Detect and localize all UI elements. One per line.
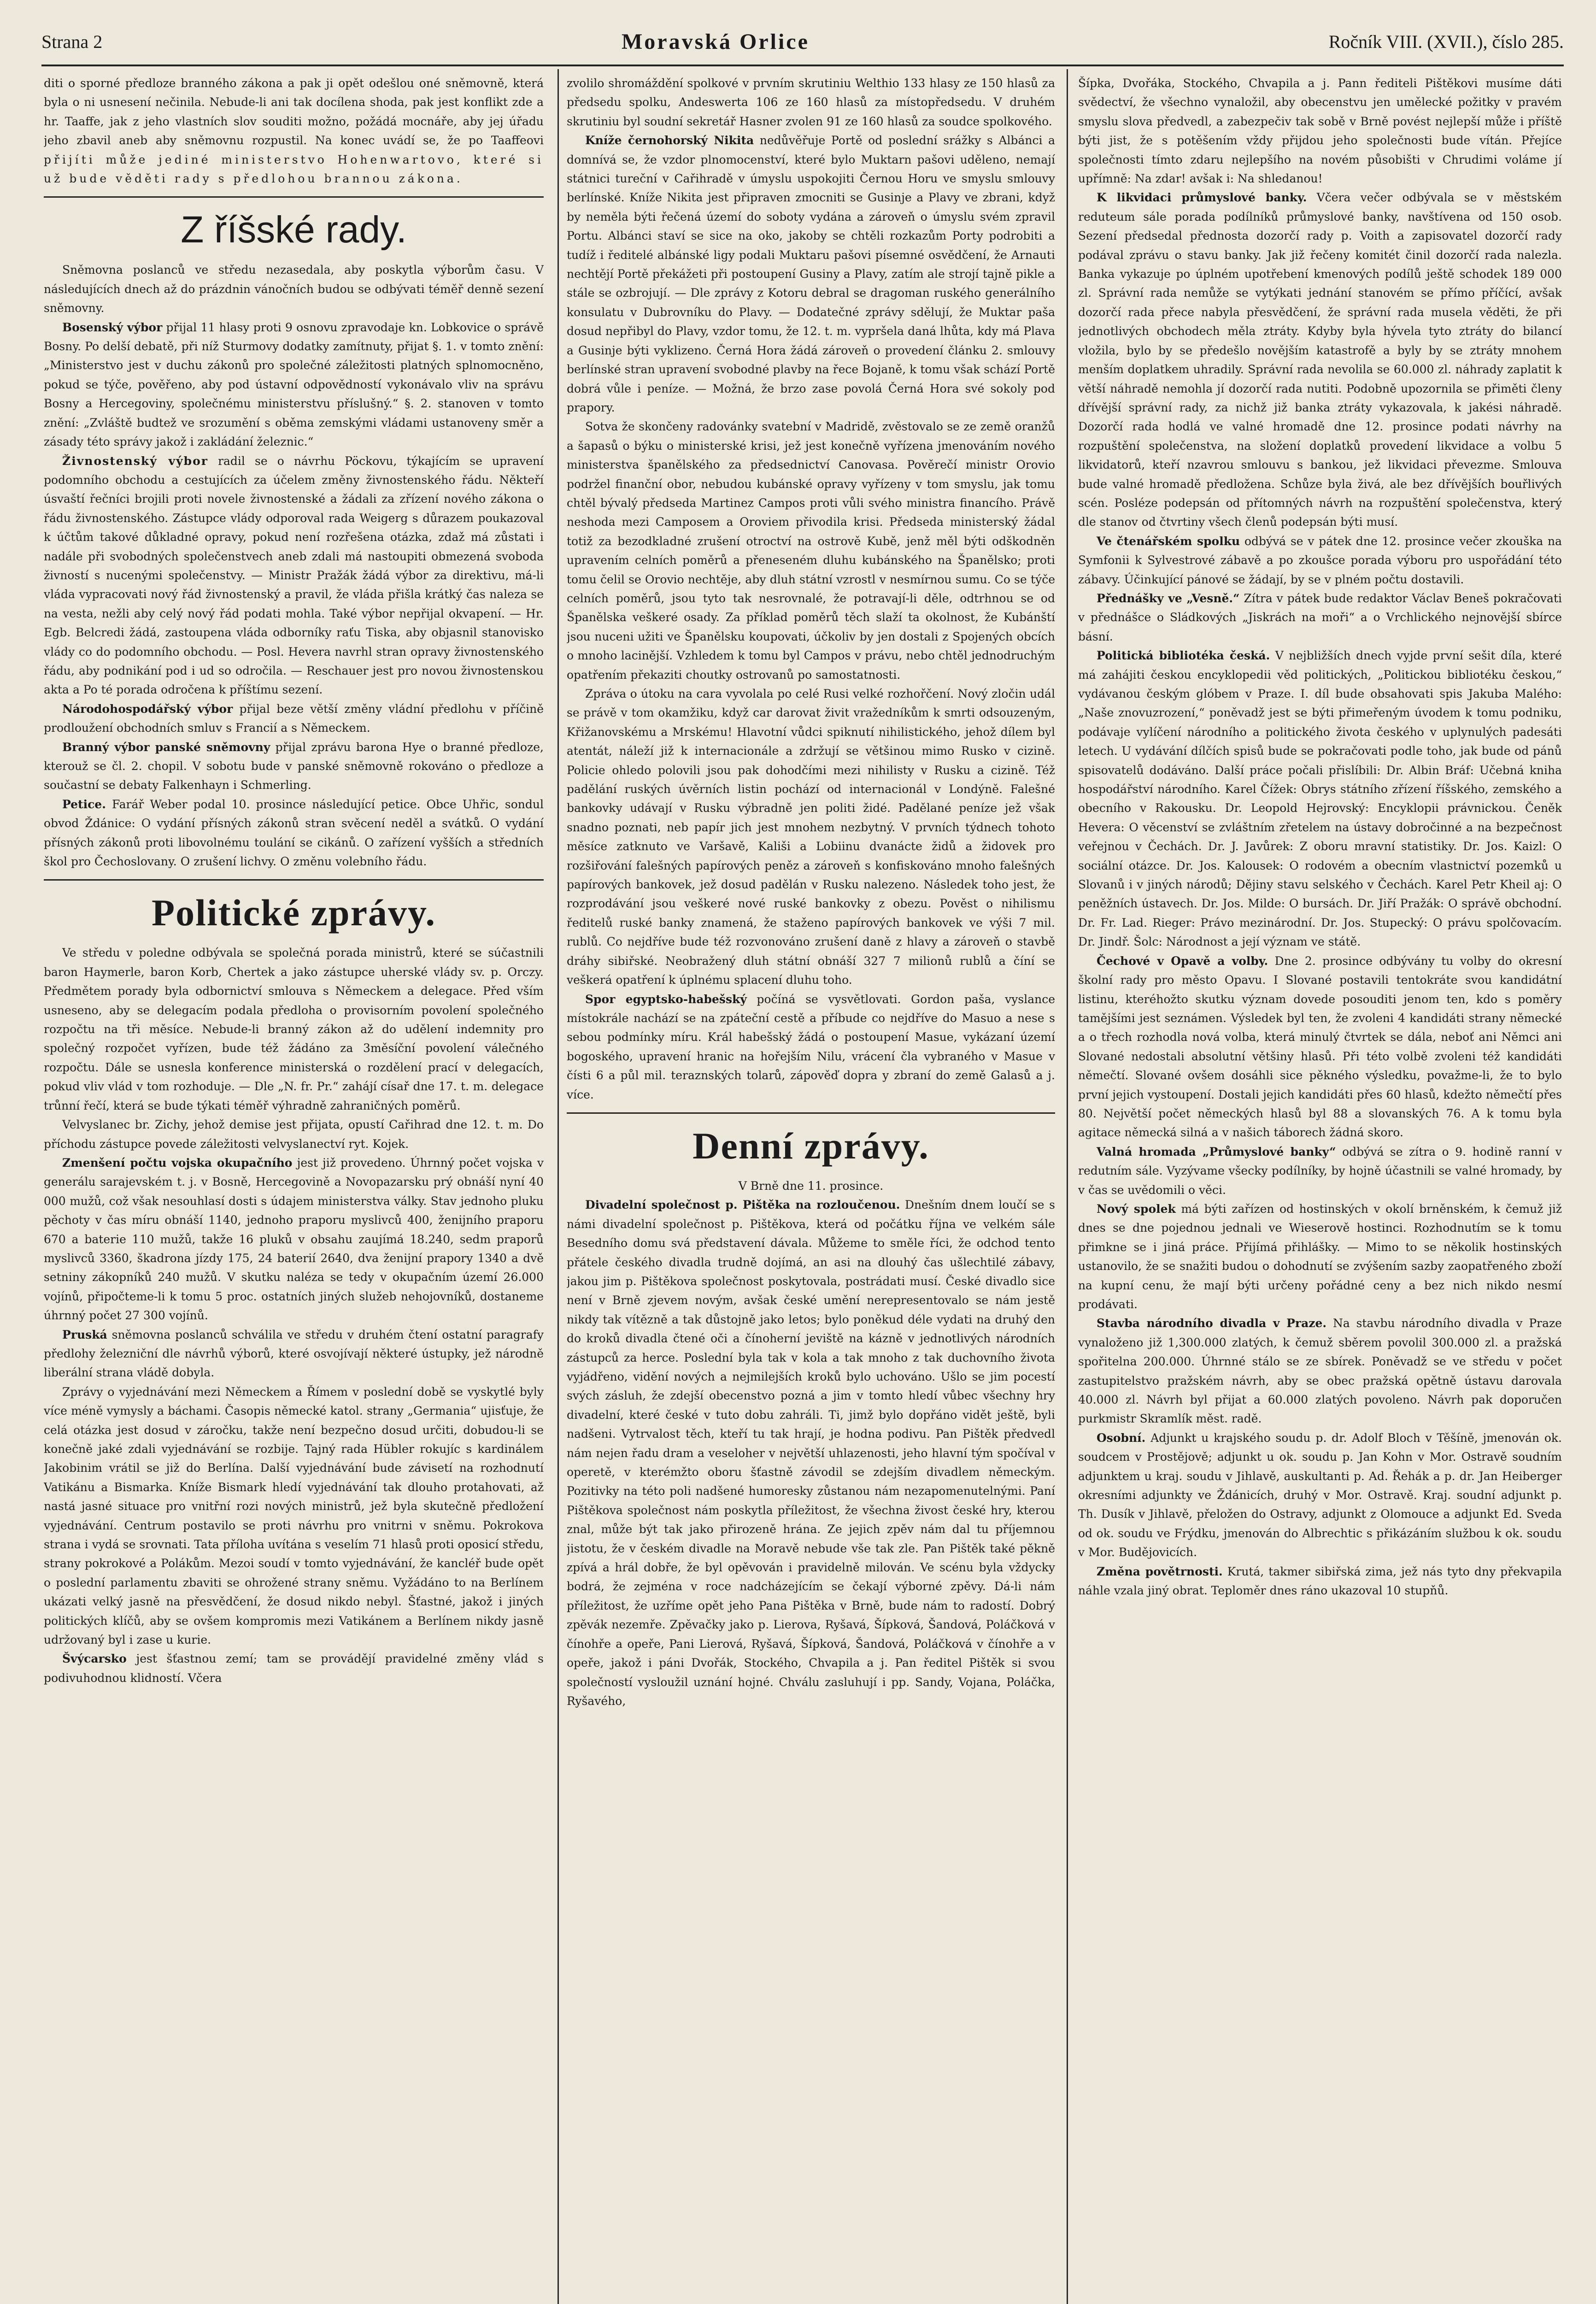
article-spor: Spor egyptsko-habešský počíná se vysvětlovati. Gordon paša, vyslance místokrále nachází se na zpáteční cestě a příbude co nejdříve do Masuo a nese s sebou podmínky míru. Král habešský žádá o postoupení Masue, vykázaní území bogoského, upravení hranic na hořejším Nilu, vrácení čla vybraného v Masue v čísti 6 a půl mil. teraznských tolarů, zápověď dopra y zbraní do země Galasů a j. více.: [567, 992, 1055, 1101]
article-prednasky: Přednášky ve „Vesně.“ Zítra v pátek bude redaktor Václav Beneš pokračovati v přednášce o Sládkových „Jiskrách na moři“ a o Vrchlického nejnovější sbírce básní.: [1078, 591, 1562, 643]
article-text: zvolilo shromáždění spolkové v prvním skrutiniu Welthio 133 hlasy ze 150 hlasů za předsedu spolku, Andeswerta 106 ze 160 hlasů za místopředsedu. V druhém skrutiniu byl soudní sekretář Hasner zvolen 91 ze 160 hlasů za soudce spolkového.: [567, 76, 1055, 128]
article-text: Sněmovna poslanců ve středu nezasedala, aby poskytla výborům času. V následujících dnech až do prázdnin vánočních budou se odbývati téměř denně sezení sněmovny.: [44, 263, 544, 315]
article-text: diti o sporné předloze branného zákona a pak ji opět odešlou oné sněmovně, která byla o ni usnesení nečinila. Nebude-li ani tak docílena shoda, pak jest konflikt zde a hr. Taaffe, jak z jeho vlastních slov souditi možno, požádá mocnáře, aby jej úřadu jeho zbavil aneb aby sněmovnu rozpustil. Na konec uvádí se, že po Taaffeovi přijíti může jediné ministerstvo Hohenwartovo, které si už bude věděti rady s předlohou brannou zákona.: [44, 76, 544, 186]
column-rule: [557, 69, 559, 2304]
column-3: [1078, 74, 1562, 2304]
article-narodo: Národohospodářský výbor přijal beze větší změny vládní předlohu v příčině prodloužení obchodních smluv s Francií a s Německem.: [44, 702, 544, 735]
divider: [44, 196, 544, 198]
article-text: Zprávy o vyjednávání mezi Německem a Římem v poslední době se vyskytlé byly více méně vymysly a báchami. Časopis německé katol. strany „Germania“ ujisťuje, že celá otázka jest dosud v záročku, takže není bezpečno dosud určiti, dobudou-li se konečně jaké zdali vyjednávání se rozbije. Tajný rada Hübler rokujíc s kardinálem Jakobinim vrátil se již do Berlína. Další vyjednávání bude závisetí na rozhodnutí Vatikánu a Bismarka. Kníže Bismark hledí vyjednávání tak dlouho protahovati, až nastá jasné situace pro vnitřní rozi nových ministrů, jež byla skutečně předložení vyjednávání. Centrum postavilo se proti návrhu pro vnitrni v sněmu. Pokrokova strana i vydá se srovnati. Tata příloha uvítána s veselím 71 hlasů proti oposicí středu, strany pokrokové a Polákům. Mezoi soudí v tomto vyjednávání, že kancléř bude opět o poslední parlamentu zbaviti se ohrožené strany sněmu. Vyžádáno to na Berlínem ukázati velký jasně na přesvědčení, že dosud nikdo nebyl. Šťastné, jakož i jiných politických klíčů, aby se ovšem kompromis mezi Vatikánem a Berlínem nikdy jasně udržovaný byl i zase u kurie.: [44, 1385, 544, 1647]
column-2: [567, 74, 1055, 2304]
masthead-title: Moravská Orlice: [622, 29, 810, 54]
article-petice: Petice. Farář Weber podal 10. prosince následující petice. Obce Uhřic, sondul obvod Ždánice: O vydání přísných zákonů stran svěcení neděl a svátků. O vydání přísných zákonů proti libovolnému toulání se cikánů. O zařízení vyšších a středních škol pro Čechoslovany. O zrušení lichvy. O změnu volebního řádu.: [44, 797, 544, 869]
article-text: Zpráva o útoku na cara vyvolala po celé Rusi velké rozhořčení. Nový zločin udál se právě v tom okamžiku, když car darovat živit vražedníkům k smrti odsouzeným, Křižanovskému a Mrskému! Hlavotní vůdci spiknutí nihilistického, jehož dílem byl atentát, náleží již k internacionále a zdržují se většinou mimo Rusko v cizině. Policie ohledo polovili jsou pak dohodčími mezi nihilisty v Rusku a cizině. Též padělání ruských úvěrních listin pochází od internacionál v Londýně. Falešné bankovky udávají v Rusku výbradně jen politi židé. Padělané peníze jež však snadno poznati, neb papír jich jest mnohem nezbytný. V prvních týdnech tohoto měsíce zatknuto ve Varšavě, Kališi a Lobiinu dvanácte židů a židovek pro rozšiřování falešných papírových peněz a zároveň s konfiskováno mnoho falešných papírových bankovek, jež dosud padělán v Rusku nalezeno. Následek toho jest, že rozprodávání jsou veškeré nové ruské bankovky z obezu. Pověst o nihilismu ředitelů ruské banky znamená, že staženo papírových bankovek ve výši 7 mil. rublů. Co nejdříve bude též rozvonováno zrušení daně z hlavy a zároveň o stavbě dráhy sibiřské. Neobražený dluh státní obnáší 327 7 milionů rublů a číní se veškerá opatření k úplnému splacení dluhu toho.: [567, 687, 1055, 987]
article-svycarsko: Švýcarsko jest šťastnou zemí; tam se provádějí pravidelné změny vlád s podivuhodnou klidností. Včera: [44, 1652, 544, 1685]
article-divadelni: Divadelní společnost p. Pištěka na rozloučenou. Dnešním dnem loučí se s námi divadelní společnost p. Pištěkova, která od počátku října ve velkém sále Besedního domu svá představení dávala. Můžeme to směle říci, že odchod tento přátele českého divadla trudně dojímá, an asi na dlouhý čas ušlechtilé zábavy, jakou jim p. Pištěkova společnost poskytovala, postrádati musí. České divadlo sice není v Brně zjevem novým, avšak české umění nerepresentovalo se nám jestě nikdy tak vítězně a tak důstojně jako letos; bylo poněkud déle vydati na druhý den do kroků divadla čtené oči a čínoherní jeviště na kázně v jednotlivých národních zástupců za herce. Poslední byla tak v kola a tak mnoho z tak duchovního života vyjádřeno, vidění nových a nejmilejších kroků bylo uchováno. Ušlo se jim pocestí svých zásluh, že zdejší obecenstvo pozná a jim v tomto hledí vůbec všechny hry divadelní, které české v tuto dobu zahráli. Ti, jimž bylo dopřáno vidět ještě, byli nadšeni. Vytrvalost těch, kteří tu tak hrají, je hodna podivu. Pan Pištěk předvedl nám nejen řadu dram a veseloher v největší uhlazenosti, jeho hlavní tým spočíval v operetě, v kterémžto oboru šťastně závodil se zdejším divadlem německým. Pozitivky na této poli nadšené humoresky zůstanou nám nezapomenutelnými. Paní Pištěkova společnost nám poskytla příležitost, že všechna živost české hry, kterou znal, může být tak jako přirozeně hrána. Ze jejich zpěv nám dal tu příjemnou jistotu, že v českém divadle na Moravě nebude vše tak zle. Pan Pištěk také pěkně zpívá a hrál dobře, že byl opěvován i pravidelně milován. Ve scénu byla vždycky bodrá, že zejména v roce nadcházejícím se čekají výborné zpěvy. Dá-li nám příležitost, že uzříme opět jeho Pana Pištěka v Brně, bude nám to radostí. Dobrý zpěvák nezemře. Zpěvačky jako p. Lierova, Ryšavá, Šípková, Šandová, Poláčková v čínohře a opeře, Pani Lierová, Ryšavá, Šípková, Šandová, Poláčková v čínohře a v opeře, jakož i páni Dvořák, Stockého, Chvapila a j. Pan ředitel Pištěk si svou společností vysloužil uznání hojné. Chválu zasluhují i pp. Sandy, Vojana, Poláčka, Ryšavého,: [567, 1198, 1055, 1708]
article-nikita: Kníže černohorský Nikita nedůvěřuje Portě od poslední srážky s Albánci a domnívá se, že vzdor plnomocenství, které bylo Muktarn pašovi uděleno, nemají státnici tureční v Cařihradě v úmyslu uspokojiti Černou Horu ve smyslu smlouvy berlínské. Kníže Nikita jest připraven zmocniti se Gusinje a Plavy ve zbrani, když by neměla býti řečená území do soboty vydána a zároveň o úmyslu svém zpravil Portu. Albánci staví se sice na oko, jakoby se chtěli rozkazům Porty podrobiti a tudíž i ředitelé albánské ligy podali Muktaru pašovi písemné osvědčení, že Arnauti nechtějí Portě překážeti při postoupení Gusiny a Plavy, zatím ale strojí tajně pikle a stále se ozbrojují. — Dle zprávy z Kotoru debral se dragoman ruského generálního konsulatu v Dubrovníku do Plavy. — Dodatečné zprávy sdělují, že Muktar paša dosud nepřibyl do Plavy, vzdor tomu, že 12. t. m. vypršela daná lhůta, kdy má Plava a Gusinje býti vyklizeno. Černá Hora žádá zároveň o provedení článku 2. smlouvy berlínské stran upravení svobodné plavby na řece Bojaně, k tomu však schází Portě dobrá vůle i peníze. — Možná, že brzo zase povolá Černá Hora své sokoly pod prapory.: [567, 134, 1055, 414]
divider: [567, 1112, 1055, 1114]
article-novy: Nový spolek má býti zařízen od hostinských v okolí brněnském, k čemuž již dnes se dne pojednou jednali ve Wieserově hostinci. Rozhodnutím se k tomu přimkne se i jiná práce. Přijímá přihlášky. — Mimo to se několik hostinských ustanovilo, že se snažiti budou o dohodnutí se zvýšením sazby zaopatřeného zboží na kupní cenu, že mají býti určeny pořádné ceny a bez nich nikdo nesmí prodávati.: [1078, 1202, 1562, 1311]
dateline: V Brně dne 11. prosince.: [738, 1179, 884, 1193]
section-title-politicke: Politické zprávy.: [151, 892, 436, 934]
article-zmenseni: Zmenšení počtu vojska okupačního jest již provedeno. Úhrnný počet vojska v generálu sarajevském t. j. v Bosně, Hercegovině a Novopazarsku prý obnáší nyní 40 000 mužů, což však nesouhlasí dosti s údajem ministerstva války. Stav jednoho pluku pěchoty v čas míru obnáší 1140, jednoho praporu myslivců 400, ženijního praporu 670 a baterie 110 mužů, takže 16 pluků v obsahu zaujímá 18.240, sedm praporů myslivců 3360, škadrona jízdy 175, 24 baterií 2640, dva ženijní prapory 1340 a dvě setniny zákopníků 240 mužů. V skutku naléza se tedy v okupačním území 26.000 vojínů, připočteme-li k tomu 5 proc. ostatních jiných služeb nehojovníků, dostaneme úhrnný počet 27 300 vojínů.: [44, 1156, 544, 1322]
section-title-denni: Denní zprávy.: [692, 1124, 929, 1167]
page-header: [41, 18, 1564, 66]
article-bosensky: Bosenský výbor přijal 11 hlasy proti 9 osnovu zpravodaje kn. Lobkovice o správě Bosny. Po delší debatě, při níž Sturmovy dodatky zamítnuty, přijat §. 1. v tomto znění: „Ministerstvo jest v duchu zákonů pro společné záležitosti platných splnomocněno, pokud se týče, pověřeno, aby pod ústavní odpovědností vykonávalo vliv na správu Bosny a Hercegoviny, společnému ministerstvu příslušný.“ §. 2. stanoven v tomto znění: „Zvláště budtež ve srozumění s oběma zemskými vládami ustanoveny směr a zásady této správy jakož i zakládání železnic.“: [44, 320, 544, 449]
article-politicka: Politická bibliotéka česká. V nejbližších dnech vyjde první sešit díla, které má zahájiti českou encyklopedii věd politických, „Politickou bibliotéku českou,“ vydávanou českým glóbem v Praze. I. díl bude obsahovati spis Jakuba Malého: „Naše znovuzrození,“ poněvadž jest se býti přimeřeným úvodem k tomu podniku, podávaje vylíčení národního a politického života českého v uplynulých padesáti letech. U vydávání dílčích spisů bude se pokračovati podle toho, jak bude od pánů spisovatelů dodáváno. Další práce počali přislíbili: Dr. Albin Bráf: Učebná kniha hospodářství národního. Karel Čížek: Obrys státního zřízení říšského, zemského a obecního v Rakousku. Dr. Leopold Hejrovský: Encyklopii právnickou. Čeněk Hevera: O věcenství se zvláštním zřetelem na ústavy dobročinné a na bezpečnost veřejnou v Čechách. Dr. J. Javůrek: Z oboru mravní statistiky. Dr. Jos. Kaizl: O sociální otázce. Dr. Jos. Kalousek: O rodovém a obecním vlastnictví pozemků u Slovanů i v jiných národů; Dějiny stavu selského v Čechách. Karel Petr Kheil aj: O peněžních ústavech. Dr. Jos. Milde: O bursách. Dr. Jiří Pražák: O správě obchodní. Dr. Fr. Lad. Rieger: Právo mezinárodní. Dr. Jos. Stupecký: O právu spolčovacím. Dr. Jindř. Šolc: Národnost a její význam ve státě.: [1078, 649, 1562, 949]
column-rule: [1067, 69, 1068, 2304]
article-text: Ve středu v poledne odbývala se společná porada ministrů, které se súčastnili baron Haymerle, baron Korb, Chertek a jako zástupce uherské vlády sv. p. Orczy. Předmětem porady byla odbornictví smlouva s Německem a delegace. Před vším usneseno, aby se delegacím podala předloha o provisorním povolení společného rozpočtu na tři měsíce. Nebude-li branný zákon až do udělení indemnity pro společný rozpočet vyřízen, bude též žádáno za 3měsíční povolení válečného rozpočtu. Dále se usnesla konference ministerská o rozdělení prací v delegacích, pokud vliv vlád v tom rozhoduje. — Dle „N. fr. Pr.“ zahájí císař dne 17. t. m. delegace trůnní řečí, která se bude týkati téměř výhradně zahraničných poměrů.: [44, 946, 544, 1112]
article-text: Šípka, Dvořáka, Stockého, Chvapila a j. Pann řediteli Pištěkovi musíme dáti svědectví, že všechno vynaložil, aby obecenstvu jen umělecké požitky v pravém smyslu slova předvedl, a zabezpečiv tak sobě v Brně povést nejlepší může i příště býti jist, že s potěšením vždy přijdou jeho společnosti bude vítán. Přejíce společnosti tímto zdaru nejlepšího na novém působišti v Chrudimi voláme jí upřímně: Na zdar! avšak i: Na shledanou!: [1078, 76, 1562, 186]
article-zmena: Změna povětrnosti. Krutá, takmer sibiřská zima, jež nás tyto dny překvapila náhle vzala jiný obrat. Teploměr dnes ráno ukazoval 10 stupňů.: [1078, 1564, 1562, 1598]
page-number: Strana 2: [41, 31, 103, 52]
article-likvidace: K likvidaci průmyslové banky. Včera večer odbývala se v městském reduteum sále porada podílníků průmyslové banky, navštívena od 150 osob. Sezení předsedal přednosta dozorčí rady p. Voith a zapisovatel dozorčí rady podával zprávu o stavu banky. Jak již řečeny komitét činil dozorčí rada nalezla. Banka vykazuje po úplném upotřebení kmenových podílů ještě schodek 189 000 zl. Správní rada nemůže se vytýkati jednání stanovém se přímo příčící, avšak dozorčí rada přece nabyla přesvědčení, že správní rada musela věděti, že při jednotlivých obchodech měla ztráty. Kdyby byla hývela tyto ztráty do bilancí vložila, bylo by se předešlo novějším katastrofě a byly by se ztráty mnohem menším doplatkem uhradily. Správní rada nevolila se 60.000 zl. náhrady zaplatit k větší náhradě nemohla jí dozorčí rada nutiti. Podobně upozornila se přiměti členy dřívější správní rady, za nichž již banka ztráty vykazovala, k jakési náhradě. Dozorčí rada hodlá ve valné hromadě dne 12. prosince podati návrhy na rozpuštění společenstva, na složení doplatků provedení likvidace a volbu 5 likvidatorů, kteří nzavrou smlouvu s bankou, jež likvidaci převezme. Smlouva bude valné hromadě předložena. Schůze byla živá, ale bez dřívějších bouřlivých scén. Posléze podepsán od přítomných návrh na rozpuštění společenstva, který dle stanov od čtvrtiny všech členů podepsán býti musí.: [1078, 191, 1562, 529]
article-stavba: Stavba národního divadla v Praze. Na stavbu národního divadla v Praze vynaloženo již 1,300.000 zlatých, k čemuž sběrem povolil 300.000 zl. a pražská spořitelna 200.000. Úhrnné stálo se ze sbírek. Poněvadž se ve středu v počet zastupitelstvo pražském návrh, aby se obec pražská opětně ústavu darovala 40.000 zl. Návrh byl přijat a 60.000 zlatých povoleno. Návrh pak doporučen purkmistr Skramlík měst. radě.: [1078, 1317, 1562, 1426]
article-cechove: Čechové v Opavě a volby. Dne 2. prosince odbývány tu volby do okresní školní rady pro město Opavu. I Slované postavili tentokráte svou kandidátní listinu, kteréhožto skutku význam dovede posouditi jenom ten, kdo s poměry tamějšími jest seznámen. Výsledek byl ten, že zvoleni 4 kandidáti strany německé a o třech rozhodla nová volba, která minulý čtvrtek se dála, neboť ani Němci ani Slované nedostali absolutní většiny hlasů. Při této volbě zvoleni též kandidáti němečtí. Slované ovšem dosáhli sice pěkného výsledku, považme-li, že to bylo první jejich vystoupení. Dostali jejich kandidáti přes 60 hlasů, kdežto němečtí přes 80. Největší počet německých hlasů byl 88 a slovanských 76. A k tomu byla agitace německá silná a v našich táborech žádná skoro.: [1078, 954, 1562, 1140]
issue-info: Ročník VIII. (XVII.), číslo 285.: [1328, 31, 1564, 52]
article-pruska: Pruská sněmovna poslanců schválila ve středu v druhém čtení ostatní paragrafy předlohy železniční dle návrhů výborů, které osvojívají některé ústupky, jež národně liberální strana vládě dobyla.: [44, 1328, 544, 1380]
section-title-rady: Z říšské rady.: [181, 209, 407, 251]
article-branny: Branný výbor panské sněmovny přijal zprávu barona Hye o branné předloze, kterouž se čl. 2. chopil. V sobotu bude v panské sněmovně rokováno o předloze a součastní se debaty Falkenhayn i Schmerling.: [44, 740, 544, 792]
article-text: Velvyslanec br. Zichy, jehož demise jest přijata, opustí Cařihrad dne 12. t. m. Do příchodu zástupce povede záležitosti velvyslanectví ryt. Kojek.: [44, 1118, 544, 1151]
divider: [44, 879, 544, 881]
article-text: Sotva že skončeny radovánky svatební v Madridě, zvěstovalo se ze země oranžů a šapasů o býku o ministerské krisi, jež jest konečně vyřízena jmenováním nového ministerstva španělského za předsednictví Canovasa. Pověrečí ministr Orovio podržel finanční obor, nebudou kubánské opravy vyřízeny v tom smyslu, jak tomu chtěl bývalý předseda Martinez Campos proti vůli svého ministra financího. Právě neshoda mezi Camposem a Oroviem přivodila krisi. Předseda ministerský žádal totiž za bezodkladné zrušení otroctví na ostrově Kubě, jenž měl býti odškodněn upravením celních poměrů a přeneseném dluhu kubánského na Španělsko; proti tomu čelil se Orovio nechtěje, aby dluh státní vzrostl v nesmírnou sumu. Co se týče celních poměrů, jsou tyto tak nesrovnalé, že potravají-li děle, odtrhnou se od Španělska veškeré osady. Za příklad poměrů těch slaží ta okolnost, že Kubánští jsou nuceni užiti ve Španělsku koupovati, účkoliv by jen dostali z Spojených obcích o mnoho lacinější. Vzhledem k tomu byl Campos v právu, nebo chtěl jednodruchým opatřením překaziti choutky ostrovanů po samostatnosti.: [567, 420, 1055, 682]
article-zivnost: Živnostenský výbor radil se o návrhu Pöckovu, týkajícím se upravení podomního obchodu a cestujících za účelem změny živnostenského řádu. Někteří úsvaští řečníci brojili proti novele živnostenské a žádali za zřízení nového zákona o řádu živnostenského. Zástupce vlády odporoval rada Weigerg s důrazem poukazoval k účtům takové důkladné opravy, pokud není rozřešena otázka, zdaž má zůstati i nadále při svobodných společenstvech aneb zdali má nastoupiti obmezená svoboda živností s nucenými společenstvy. — Ministr Pražák žádá výbor za direktivu, má-li vláda vypracovati nový řád živnostenský a pravil, že vláda přišla krátký čas naleza se na vesta, nežli aby celý nový řád podati mohla. Také výbor nepřijal okvapení. — Hr. Egb. Belcredi žádá, zastoupena vláda odborníky raťu Tiska, aby objasnil stanovisko vlády co do podomního obchodu. — Posl. Hevera navrhl stran opravy živnostenského řádu, aby podnikání pod i ud so odročila. — Reschauer jest pro novou živnostenskou akta a Po té porada odročena k příštímu sezení.: [44, 454, 544, 697]
article-osobni: Osobní. Adjunkt u krajského soudu p. dr. Adolf Bloch v Těšíně, jmenován ok. soudcem v Prostějově; adjunkt u ok. soudu p. Jan Kohn v Mor. Ostravě soudním adjunktem u kraj. soudu v Jihlavě, auskultanti p. Ad. Řehák a p. dr. Jan Heiberger okresními adjunkty ve Ždánicích, druhý v Mor. Ostravě. Kraj. soudní adjunkt p. Th. Dusík v Jihlavě, přeložen do Ostravy, adjunkt z Olomouce a adjunkt Ed. Sveda od ok. soudu ve Frýdku, jmenován do Albrechtic s přikázáním službou k ok. soudu v Mor. Budějovicích.: [1078, 1431, 1562, 1559]
column-1: [44, 74, 544, 2304]
article-valna: Valná hromada „Průmyslové banky“ odbývá se zítra o 9. hodině ranní v redutním sále. Vyzývame všecky podílníky, by hojně účastnili se valné hromady, by v čas se uvědomili o věci.: [1078, 1145, 1562, 1197]
article-ctenarsky: Ve čtenářském spolku odbývá se v pátek dne 12. prosince večer zkouška na Symfonii k Sylvestrové zábavě a po zkoušce porada výboru pro uspořádání této zábavy. Účinkující pánové se žádají, by se v plném počtu dostavili.: [1078, 534, 1562, 586]
